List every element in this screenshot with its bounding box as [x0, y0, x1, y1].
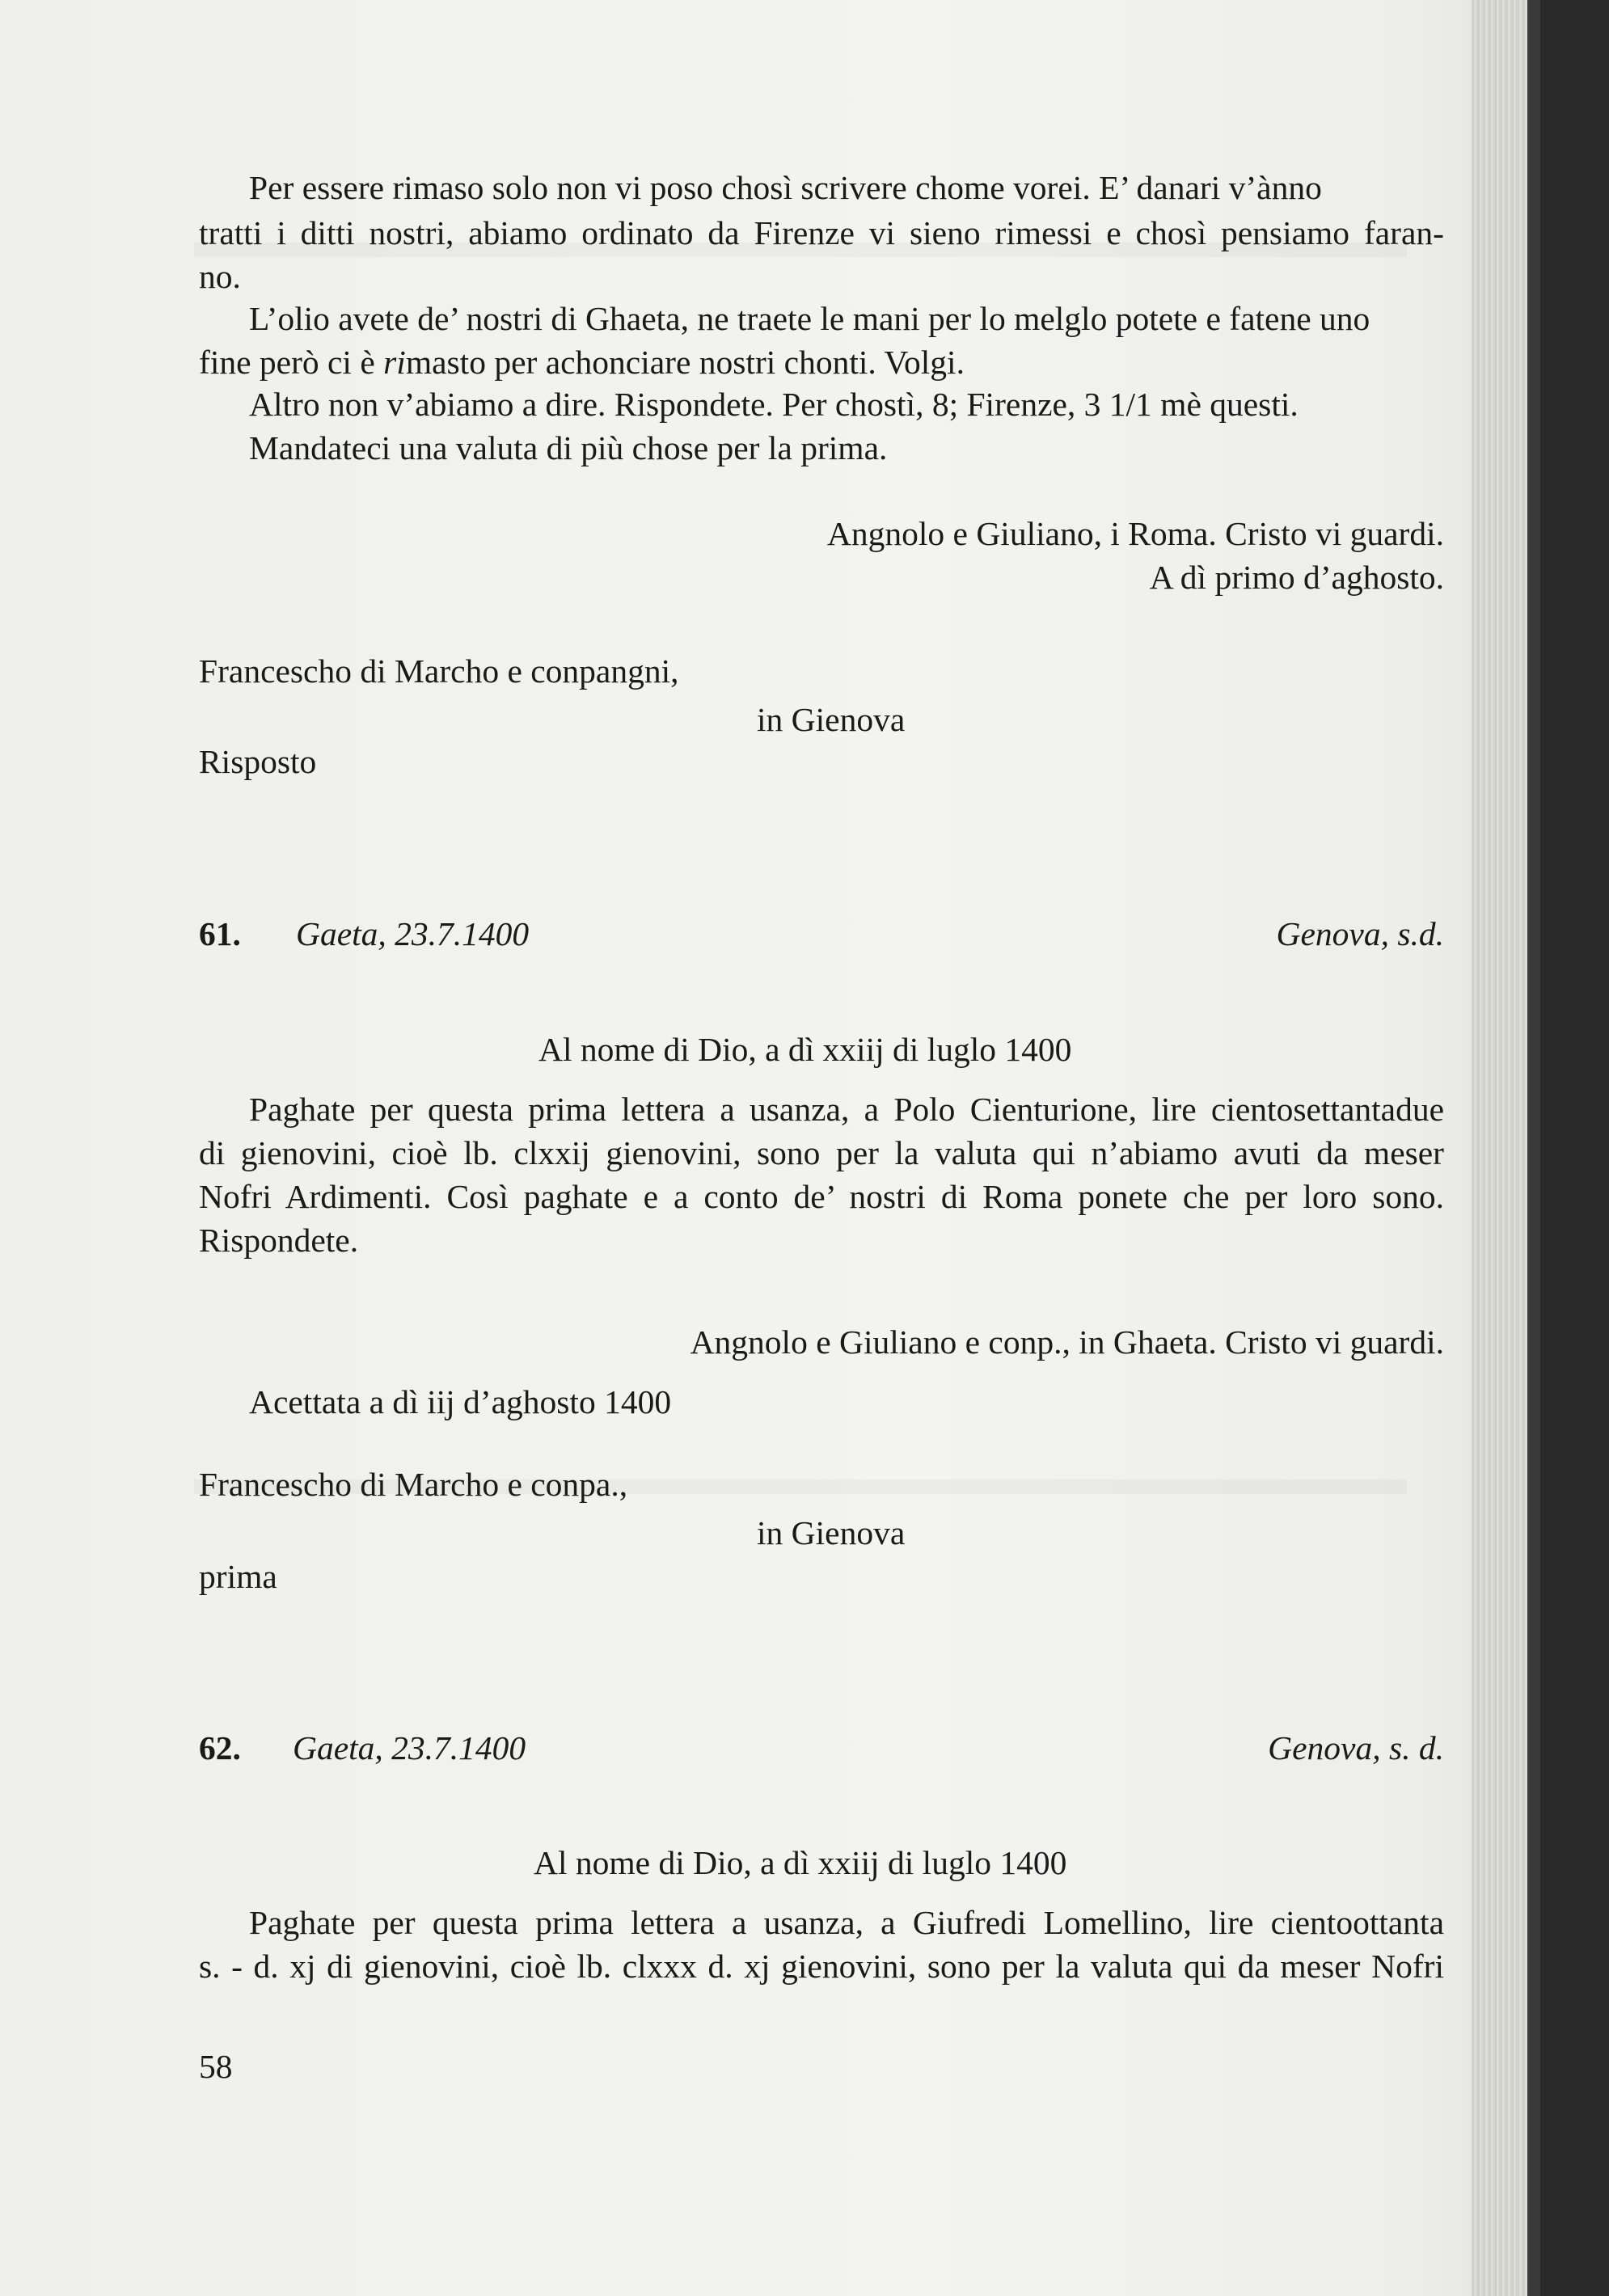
letter61-address-city: in Gienova	[757, 1514, 906, 1551]
letter60-p3: Altro non v’abiamo a dire. Rispondete. Per chostì, 8; Firenze, 3 1/1 mè questi.	[249, 386, 1299, 423]
letter62-heading: Al nome di Dio, a dì xxiij di luglo 1400	[534, 1844, 1067, 1881]
letter61-signature: Angnolo e Giuliano e conp., in Ghaeta. Cristo vi guardi.	[690, 1323, 1444, 1361]
letter60-p2-line2-start: fine però ci è	[199, 344, 384, 381]
letter62-body-line2: s. - d. xj di gienovini, cioè lb. clxxx d. xj gienovini, sono per la valuta qui da meser Nofri	[199, 1948, 1444, 1985]
letter61-acceptance: Acettata a dì iij d’aghosto 1400	[249, 1383, 672, 1420]
letter61-note: prima	[199, 1558, 277, 1595]
letter60-address-name: Francescho di Marcho e conpangni,	[199, 652, 679, 690]
letter60-p2-line1: L’olio avete de’ nostri di Ghaeta, ne traete le mani per lo melglo potete e fatene uno	[249, 300, 1370, 337]
letter61-body-line1: Paghate per questa prima lettera a usanza, a Polo Cienturione, lire cientosettantadue	[249, 1091, 1444, 1128]
letter62-destination: Genova, s. d.	[1268, 1729, 1444, 1766]
letter61-body-line4: Rispondete.	[199, 1222, 359, 1259]
letter61-heading: Al nome di Dio, a dì xxiij di luglo 1400	[538, 1031, 1072, 1068]
letter60-p2-line2-italic: ri	[383, 344, 406, 381]
letter60-date: A dì primo d’aghosto.	[1149, 559, 1444, 596]
letter61-body-line2: di gienovini, cioè lb. clxxij gienovini, sono per la valuta qui n’abiamo avuti da meser	[199, 1134, 1444, 1171]
letter62-origin: Gaeta, 23.7.1400	[293, 1729, 526, 1766]
letter60-p2-line2	[199, 346, 965, 380]
letter61-body-line3: Nofri Ardimenti. Così paghate e a conto de’ nostri di Roma ponete che per loro sono.	[199, 1178, 1444, 1215]
letter60-p4: Mandateci una valuta di più chose per la prima.	[249, 429, 888, 466]
letter62-body-line1: Paghate per questa prima lettera a usanza, a Giufredi Lomellino, lire cientoottanta	[249, 1904, 1444, 1941]
letter60-p1-line1: Per essere rimaso solo non vi poso chosì scrivere chome vorei. E’ danari v’ànno	[249, 169, 1322, 206]
letter60-address-city: in Gienova	[757, 701, 906, 738]
book-binding-shadow	[1527, 0, 1540, 2296]
letter61-number: 61.	[199, 915, 241, 952]
page-number: 58	[199, 2048, 233, 2085]
letter60-p1-line3: no.	[199, 258, 241, 295]
letter62-number: 62.	[199, 1729, 241, 1766]
letter60-note: Risposto	[199, 743, 317, 780]
letter61-origin: Gaeta, 23.7.1400	[296, 915, 530, 952]
letter60-signature: Angnolo e Giuliano, i Roma. Cristo vi guardi.	[826, 515, 1444, 552]
letter60-p1-line2: tratti i ditti nostri, abiamo ordinato da Firenze vi sieno rimessi e chosì pensiamo faran-	[199, 214, 1444, 251]
letter60-p2-line2-end: masto per achonciare nostri chonti. Volgi.	[405, 344, 965, 381]
letter61-address-name: Francescho di Marcho e conpa.,	[199, 1466, 628, 1503]
letter61-destination: Genova, s.d.	[1276, 915, 1444, 952]
